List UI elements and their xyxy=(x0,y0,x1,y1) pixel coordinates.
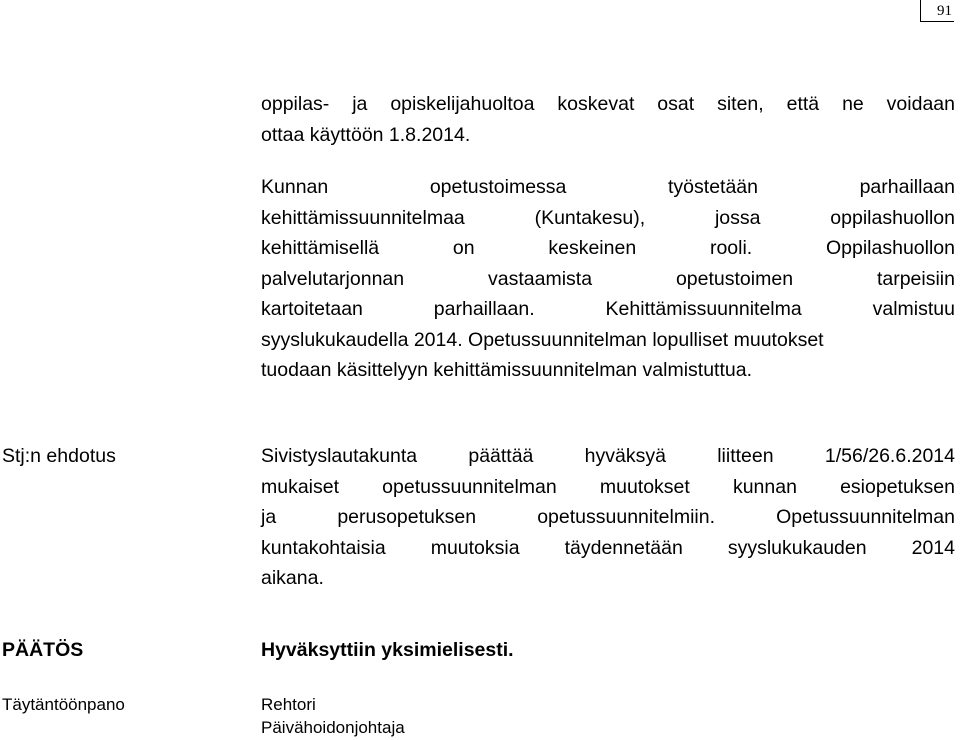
text-line: mukaiset opetussuunnitelman muutokset kunnan esiopetuksen xyxy=(261,475,955,498)
paragraph-2 xyxy=(261,172,955,386)
text-line: ottaa käyttöön 1.8.2014. xyxy=(261,123,471,146)
text-line: Kunnan opetustoimessa työstetään parhaillaan xyxy=(261,176,955,198)
proposal-text xyxy=(261,441,955,594)
decision-text: Hyväksyttiin yksimielisesti. xyxy=(261,639,514,661)
page-number: 91 xyxy=(920,0,954,22)
decision-label: PÄÄTÖS xyxy=(2,639,84,661)
text-line: aikana. xyxy=(261,567,324,589)
paragraph-1 xyxy=(261,89,955,150)
text-line: palvelutarjonnan vastaamista opetustoimen tarpeisiin xyxy=(261,267,955,290)
implementation-recipients xyxy=(261,693,955,739)
text-line: kehittämissuunnitelmaa (Kuntakesu), jossa oppilashuollon xyxy=(261,206,955,229)
text-line: Sivistyslautakunta päättää hyväksyä liitteen 1/56/26.6.2014 xyxy=(261,445,955,467)
recipient: Rehtori xyxy=(261,695,316,714)
implementation-label: Täytäntöönpano xyxy=(2,695,125,714)
text-line: kuntakohtaisia muutoksia täydennetään syyslukukauden 2014 xyxy=(261,536,955,559)
proposal-label: Stj:n ehdotus xyxy=(2,445,116,467)
text-line: syyslukukaudella 2014. Opetussuunnitelman lopulliset muutokset xyxy=(261,328,824,351)
text-line: ja perusopetuksen opetussuunnitelmiin. Opetussuunnitelman xyxy=(261,506,955,528)
text-line: kartoitetaan parhaillaan. Kehittämissuunnitelma valmistuu xyxy=(261,298,955,320)
recipient: Päivähoidonjohtaja xyxy=(261,718,405,737)
text-line: kehittämisellä on keskeinen rooli. Oppilashuollon xyxy=(261,237,955,259)
text-line: oppilas- ja opiskelijahuoltoa koskevat osat siten, että ne voidaan xyxy=(261,93,955,115)
text-line: tuodaan käsittelyyn kehittämissuunnitelman valmistuttua. xyxy=(261,359,753,381)
